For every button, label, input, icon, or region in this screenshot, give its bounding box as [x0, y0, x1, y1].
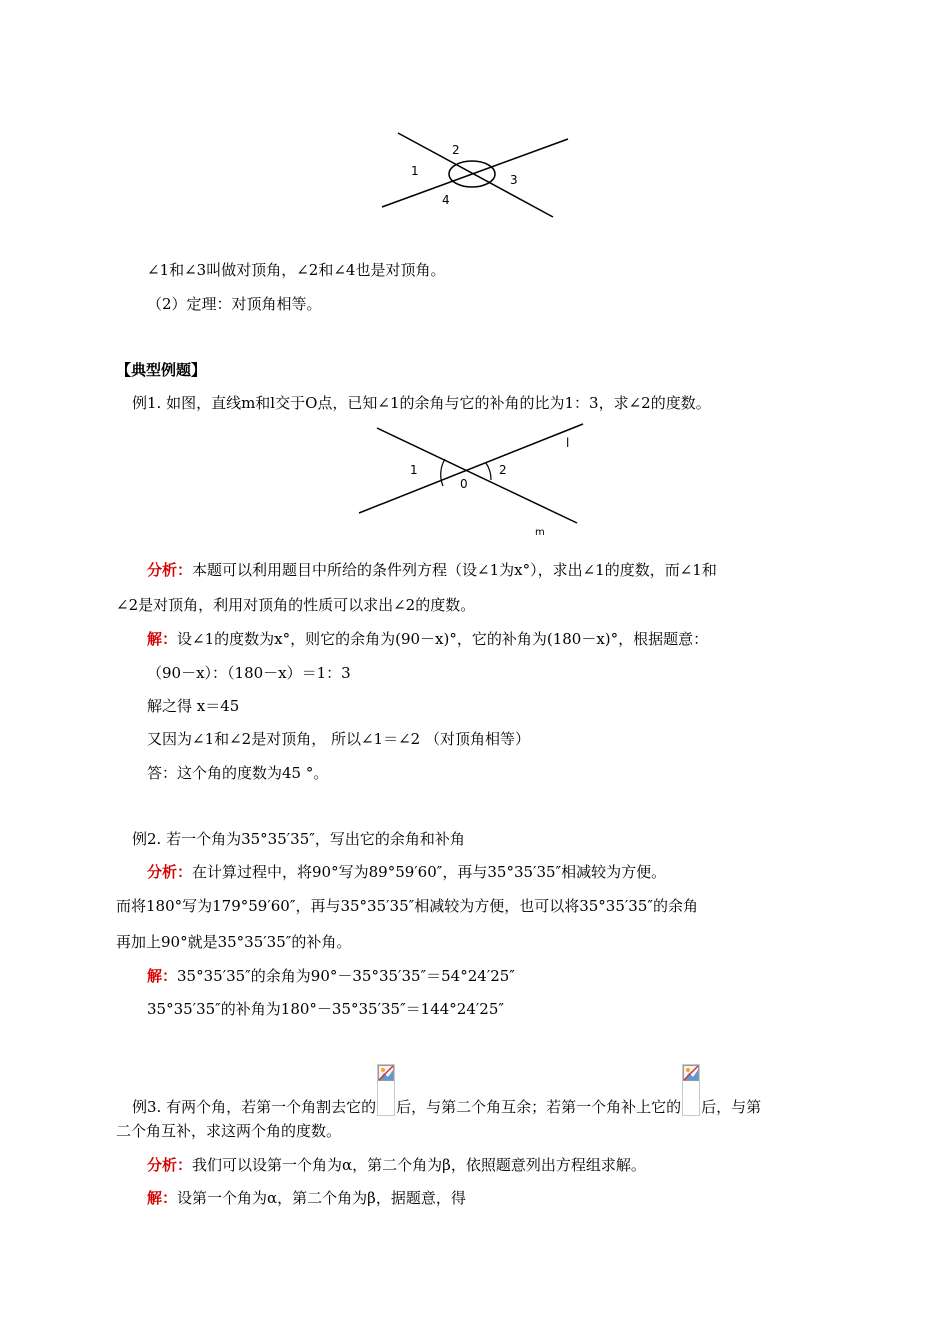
example3-text-part3: 后，与第: [701, 1098, 762, 1116]
example1-analysis-line1: [147, 560, 717, 580]
solution-label: 解：: [147, 967, 178, 985]
analysis-label: 分析：: [147, 561, 193, 579]
example2-solution-line2: 35°35′35″的补角为180°－35°35′35″＝144°24′25″: [147, 1000, 504, 1018]
line-l: [377, 428, 577, 523]
broken-image-icon: [682, 1064, 700, 1116]
example1-solution-line3: 解之得 x＝45: [147, 697, 240, 715]
example3-solution: [147, 1188, 466, 1208]
example1-answer: 答：这个角的度数为45 °。: [147, 764, 329, 782]
analysis-label: 分析：: [147, 863, 193, 881]
example3-analysis: [147, 1155, 646, 1175]
solution-text: 设∠1的度数为x°，则它的余角为(90－x)°，它的补角为(180－x)°，根据题意：: [177, 630, 709, 648]
analysis-label: 分析：: [147, 1156, 193, 1174]
figure-label-3: 3: [510, 173, 518, 187]
analysis-text: 在计算过程中，将90°写为89°59′60″，再与35°35′35″相减较为方便。: [192, 863, 667, 881]
solution-text: 35°35′35″的余角为90°－35°35′35″＝54°24′25″: [177, 967, 515, 985]
analysis-text: 我们可以设第一个角为α，第二个角为β，依照题意列出方程组求解。: [192, 1156, 646, 1174]
example2-analysis-line2: 而将180°写为179°59′60″，再与35°35′35″相减较为方便，也可以将35°35′35″的余角: [116, 897, 698, 915]
example2-question: 例2. 若一个角为35°35′35″，写出它的余角和补角: [132, 830, 465, 848]
example1-question: 例1. 如图，直线m和l交于O点，已知∠1的余角与它的补角的比为1：3，求∠2的度数。: [132, 394, 711, 412]
solution-label: 解：: [147, 630, 178, 648]
angle-2-arc: [486, 463, 491, 480]
section-title: 【典型例题】: [116, 361, 207, 379]
vertical-angles-definition: ∠1和∠3叫做对顶角，∠2和∠4也是对顶角。: [147, 261, 446, 279]
analysis-text: 本题可以利用题目中所给的条件列方程（设∠1为x°），求出∠1的度数，而∠1和: [192, 561, 717, 579]
vertical-angles-figure: [370, 125, 570, 225]
example1-label-o: 0: [460, 477, 468, 491]
example1-analysis-line2: ∠2是对顶角，利用对顶角的性质可以求出∠2的度数。: [116, 596, 476, 614]
example1-label-l: l: [566, 436, 570, 450]
example3-text-part2: 后，与第二个角互余；若第一个角补上它的: [396, 1098, 682, 1116]
figure-line-b: [382, 139, 568, 207]
broken-image-icon: [377, 1064, 395, 1116]
figure-line-a: [398, 133, 553, 217]
example1-solution-line2: （90－x）：（180－x）＝1：3: [147, 664, 351, 682]
example2-solution-line1: [147, 966, 515, 986]
example1-label-m: m: [535, 527, 545, 538]
example2-analysis-line1: [147, 862, 666, 882]
example1-solution-line1: [147, 629, 708, 649]
figure-label-1: 1: [411, 164, 419, 178]
solution-label: 解：: [147, 1189, 178, 1207]
example1-label-1: 1: [410, 463, 418, 477]
figure-label-4: 4: [442, 193, 450, 207]
example3-question-line1: [132, 1064, 761, 1117]
figure-label-2: 2: [452, 143, 460, 157]
example1-label-2: 2: [499, 463, 507, 477]
example1-figure: [355, 420, 585, 540]
theorem-line: （2）定理：对顶角相等。: [147, 295, 322, 313]
line-m: [359, 424, 583, 513]
solution-text: 设第一个角为α，第二个角为β，据题意，得: [177, 1189, 466, 1207]
example1-solution-line4: 又因为∠1和∠2是对顶角， 所以∠1＝∠2 （对顶角相等）: [147, 730, 530, 748]
example3-text-part1: 例3. 有两个角，若第一个角割去它的: [132, 1098, 377, 1116]
example2-analysis-line3: 再加上90°就是35°35′35″的补角。: [116, 933, 352, 951]
angle-1-arc: [441, 459, 445, 486]
example3-question-line2: 二个角互补，求这两个角的度数。: [116, 1122, 342, 1140]
